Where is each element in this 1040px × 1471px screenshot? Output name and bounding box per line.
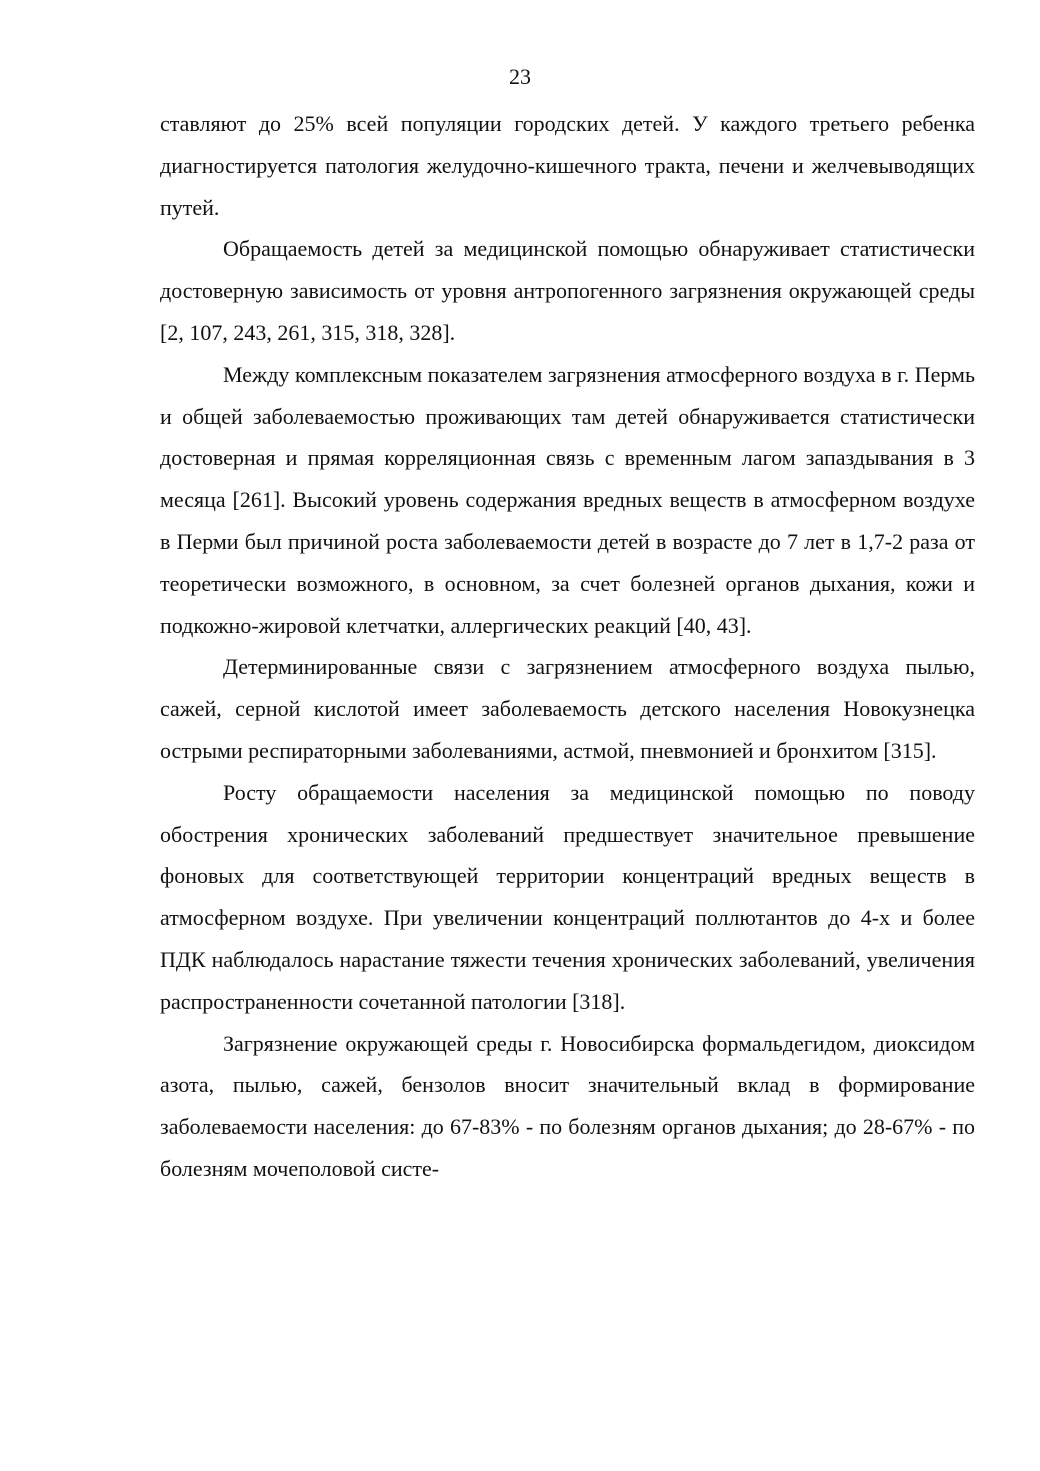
paragraph-continued: ставляют до 25% всей популяции городских детей. У каждого третьего ребенка диагностируется патология желудочно-кишечного тракта, печени и желчевыводящих путей. bbox=[160, 111, 975, 220]
paragraph: Обращаемость детей за медицинской помощью обнаруживает статистически достоверную зависимость от уровня антропогенного загрязнения окружающей среды [2, 107, 243, 261, 315, 318, 328]. bbox=[160, 236, 975, 345]
paragraph: Детерминированные связи с загрязнением атмосферного воздуха пылью, сажей, серной кислотой имеет заболеваемость детского населения Новокузнецка острыми респираторными заболеваниями, астмой, пневмонией и бронхитом [315]. bbox=[160, 654, 975, 763]
page-number: 23 bbox=[509, 64, 531, 89]
paragraph: Между комплексным показателем загрязнения атмосферного воздуха в г. Пермь и общей заболеваемостью проживающих там детей обнаруживается статистически достоверная и прямая корреляционная связь с временным лагом запаздывания в 3 месяца [261]. Высокий уровень содержания вредных веществ в атмосферном воздухе в Перми был причиной роста заболеваемости детей в возрасте до 7 лет в 1,7-2 раза от теоретически возможного, в основном, за счет болезней органов дыхания, кожи и подкожно-жировой клетчатки, аллергических реакций [40, 43]. bbox=[160, 361, 975, 638]
paragraph-continues: Загрязнение окружающей среды г. Новосибирска формальдегидом, диоксидом азота, пылью, сажей, бензолов вносит значительный вклад в формирование заболеваемости населения: до 67-83% - по болезням органов дыхания; до 28-67% - по болезням мочеполовой систе- bbox=[160, 1030, 975, 1181]
body-text bbox=[160, 103, 975, 1190]
paragraph: Росту обращаемости населения за медицинской помощью по поводу обострения хронических заболеваний предшествует значительное превышение фоновых для соответствующей территории концентраций вредных веществ в атмосферном воздухе. При увеличении концентраций поллютантов до 4-х и более ПДК наблюдалось нарастание тяжести течения хронических заболеваний, увеличения распространенности сочетанной патологии [318]. bbox=[160, 779, 975, 1014]
